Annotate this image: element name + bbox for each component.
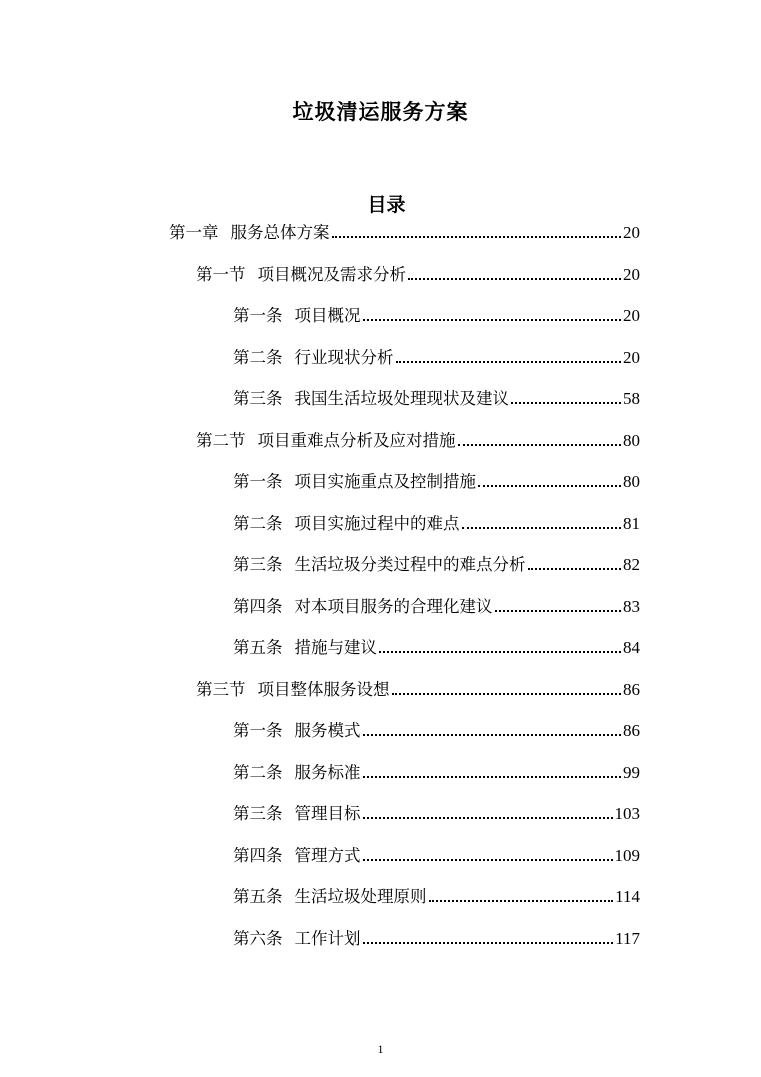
toc-entry-title: 措施与建议 <box>294 638 377 657</box>
toc-entry-title: 生活垃圾分类过程中的难点分析 <box>294 555 526 574</box>
toc-entry-page: 86 <box>623 679 640 699</box>
toc-heading: 目录 <box>367 194 406 216</box>
toc-entry-title: 服务标准 <box>294 762 361 782</box>
toc-entry-label: 第一条 <box>233 472 283 491</box>
toc-entry-page: 20 <box>623 347 640 367</box>
toc-entry[interactable] <box>196 427 640 451</box>
toc-entry[interactable] <box>196 676 640 700</box>
toc-leader-dots <box>379 651 621 653</box>
toc-entry-title: 管理方式 <box>294 845 361 865</box>
toc-leader-dots <box>363 817 613 819</box>
toc-entry[interactable] <box>233 344 640 368</box>
toc-entry[interactable] <box>233 800 640 824</box>
toc-entry-label: 第三节 <box>196 679 246 699</box>
toc-entry-label: 第五条 <box>233 638 283 657</box>
toc-entry-title: 服务模式 <box>294 721 361 740</box>
toc-entry[interactable] <box>196 261 640 285</box>
toc-entry-page: 20 <box>623 306 640 325</box>
toc-entry[interactable] <box>233 759 640 783</box>
toc-entry-label: 第二条 <box>233 762 283 782</box>
toc-leader-dots <box>363 859 613 861</box>
toc-entry-page: 109 <box>614 845 640 865</box>
toc-entry-label: 第一条 <box>233 721 283 740</box>
toc-entry-label: 第一条 <box>233 306 283 325</box>
toc-entry-page: 114 <box>615 887 640 906</box>
toc-entry-label: 第一节 <box>196 264 246 284</box>
toc-leader-dots <box>511 402 621 404</box>
toc-entry-page: 80 <box>623 472 640 491</box>
page-number: 1 <box>377 1042 384 1056</box>
toc-entry-page: 81 <box>623 513 640 533</box>
toc-entry[interactable] <box>233 593 640 617</box>
toc-entry[interactable] <box>169 219 640 243</box>
toc-entry-label: 第六条 <box>233 928 283 948</box>
toc-entry[interactable] <box>233 468 640 492</box>
toc-entry[interactable] <box>233 551 640 575</box>
toc-leader-dots <box>528 568 622 570</box>
toc-entry-title: 项目概况 <box>294 306 361 325</box>
toc-entry[interactable] <box>233 925 640 949</box>
toc-entry-label: 第一章 <box>169 223 219 242</box>
toc-entry[interactable] <box>233 883 640 907</box>
document-title: 垃圾清运服务方案 <box>292 100 469 124</box>
toc-entry-page: 103 <box>614 804 640 823</box>
toc-entry-page: 86 <box>623 721 640 740</box>
toc-entry[interactable] <box>233 842 640 866</box>
toc-entry-page: 84 <box>623 638 640 657</box>
toc-entry-title: 项目整体服务设想 <box>257 679 390 699</box>
toc-entry-page: 20 <box>623 264 640 284</box>
toc-entry-title: 项目概况及需求分析 <box>257 264 406 284</box>
toc-entry-label: 第二条 <box>233 347 283 367</box>
toc-entry-title: 服务总体方案 <box>230 223 330 242</box>
toc-leader-dots <box>363 776 622 778</box>
toc-entry-title: 行业现状分析 <box>294 347 394 367</box>
toc-leader-dots <box>392 693 622 695</box>
toc-entry-title: 对本项目服务的合理化建议 <box>294 596 493 616</box>
toc-entry-page: 80 <box>623 430 640 450</box>
toc-leader-dots <box>462 527 622 529</box>
toc-entry-title: 我国生活垃圾处理现状及建议 <box>294 389 509 408</box>
toc-entry-label: 第五条 <box>233 887 283 906</box>
toc-entry-title: 管理目标 <box>294 804 361 823</box>
toc-entry-page: 99 <box>623 762 640 782</box>
toc-entry-label: 第四条 <box>233 845 283 865</box>
toc-entry-title: 项目重难点分析及应对措施 <box>257 430 456 450</box>
toc-leader-dots <box>363 942 614 944</box>
toc-leader-dots <box>408 278 621 280</box>
toc-entry-title: 项目实施重点及控制措施 <box>294 472 476 491</box>
toc-leader-dots <box>478 485 621 487</box>
toc-leader-dots <box>363 734 622 736</box>
toc-leader-dots <box>332 236 622 238</box>
toc-entry-label: 第二条 <box>233 513 283 533</box>
toc-entry-page: 117 <box>615 928 640 948</box>
toc-entry-title: 项目实施过程中的难点 <box>294 513 460 533</box>
toc-entry-label: 第三条 <box>233 555 283 574</box>
toc-entry[interactable] <box>233 634 640 658</box>
toc-entry[interactable] <box>233 385 640 409</box>
toc-leader-dots <box>495 610 622 612</box>
toc-entry-label: 第二节 <box>196 430 246 450</box>
toc-entry-label: 第四条 <box>233 596 283 616</box>
toc-entry-page: 82 <box>623 555 640 574</box>
toc-entry[interactable] <box>233 717 640 741</box>
toc-entry[interactable] <box>233 510 640 534</box>
toc-entry-label: 第三条 <box>233 804 283 823</box>
toc-entry-title: 工作计划 <box>294 928 361 948</box>
toc-leader-dots <box>363 319 622 321</box>
toc-entry-title: 生活垃圾处理原则 <box>294 887 427 906</box>
toc-entry-page: 83 <box>623 596 640 616</box>
toc-entry[interactable] <box>233 302 640 326</box>
toc-leader-dots <box>458 444 622 446</box>
toc-entry-label: 第三条 <box>233 389 283 408</box>
toc-entry-page: 58 <box>623 389 640 408</box>
toc-leader-dots <box>429 900 614 902</box>
toc-entry-page: 20 <box>623 223 640 242</box>
toc-leader-dots <box>396 361 622 363</box>
